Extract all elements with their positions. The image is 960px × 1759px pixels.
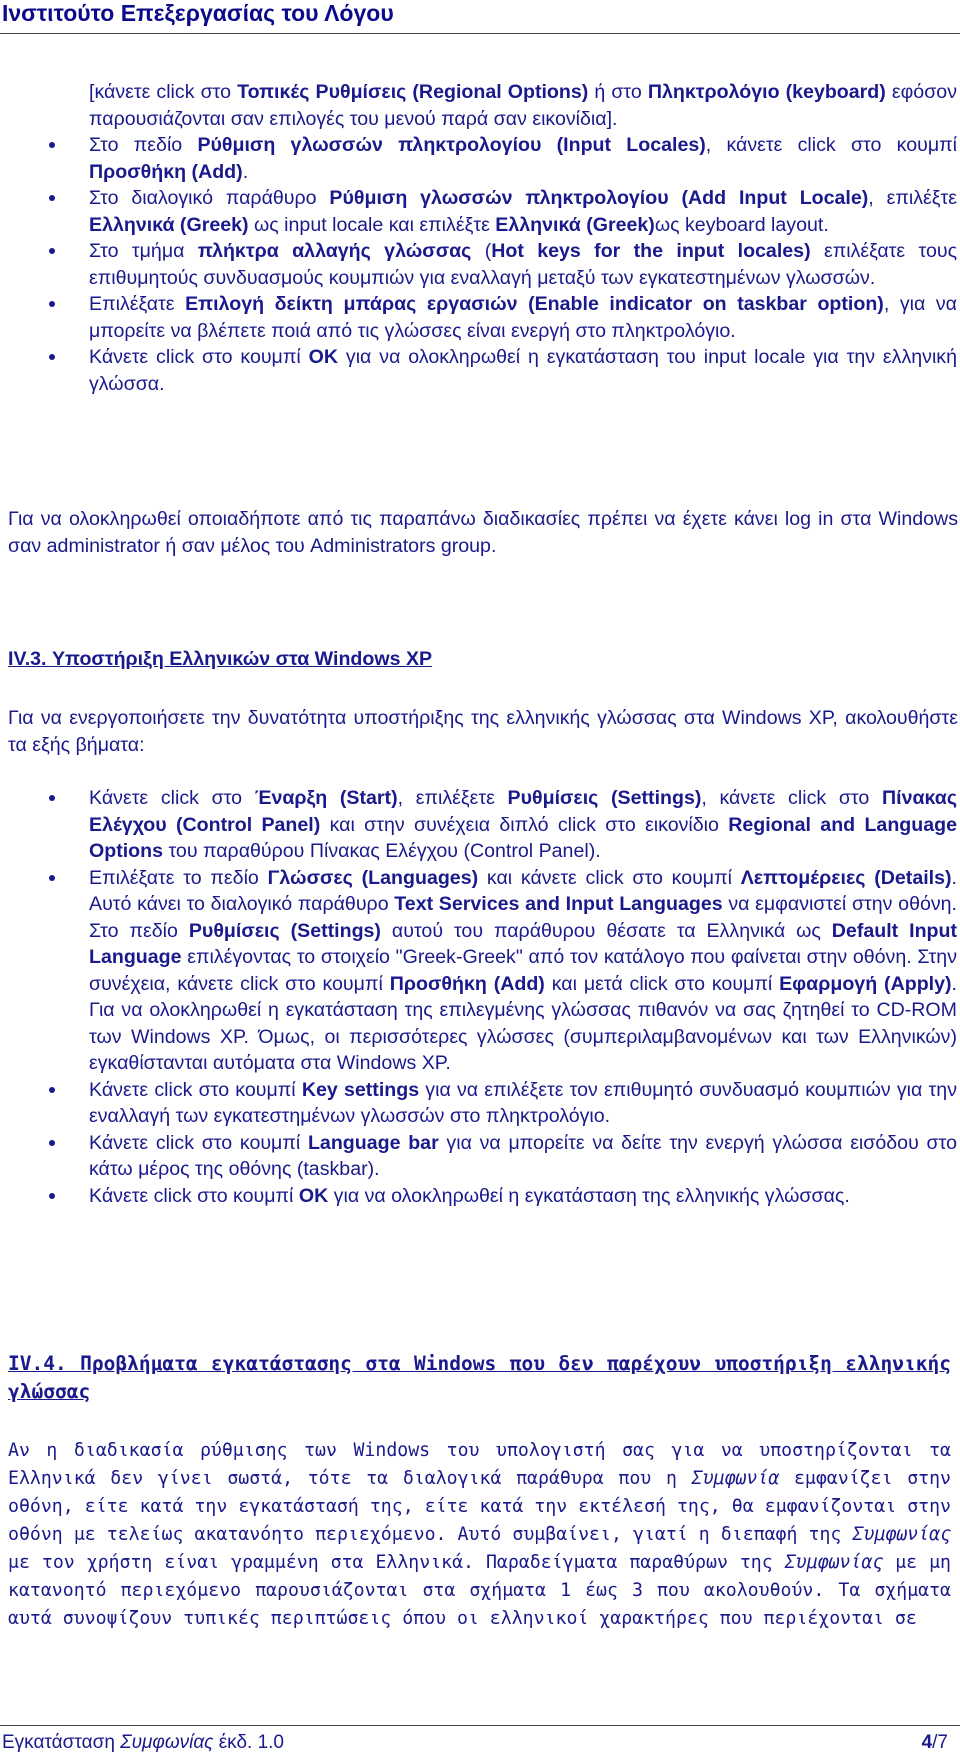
list-item: Κάνετε click στο κουμπί Key settings για να επιλέξετε τον επιθυμητό συνδυασμό κουμπιών για την εναλλαγή των εγκατεστημένων γλωσσών στο πληκτρολόγιο.	[0, 1077, 957, 1130]
section-4-body	[0, 1437, 960, 1633]
bullet-icon	[49, 132, 57, 158]
list-item: Κάνετε click στο κουμπί Language bar για να μπορείτε να δείτε την ενεργή γλώσσα εισόδου στο κάτω μέρος της οθόνης (taskbar).	[0, 1130, 957, 1183]
section-3-bullet-list	[0, 785, 960, 1209]
bullet-icon	[49, 344, 57, 370]
section-3-intro: Για να ενεργοποιήσετε την δυνατότητα υποστήριξης της ελληνικής γλώσσας στα Windows XP, ακολουθήστε τα εξής βήματα:	[8, 707, 958, 756]
list-item: Στο πεδίο Ρύθμιση γλωσσών πληκτρολογίου (Input Locales), κάνετε click στο κουμπί Προσθήκη (Add).	[0, 132, 957, 185]
bullet-icon	[49, 1130, 57, 1156]
bullet-icon	[49, 238, 57, 264]
header-title: Ινστιτούτο Επεξεργασίας του Λόγου	[2, 0, 394, 26]
admin-note: Για να ολοκληρωθεί οποιαδήποτε από τις παραπάνω διαδικασίες πρέπει να έχετε κάνει log in στα Windows σαν administrator ή σαν μέλος του Administrators group.	[8, 508, 958, 557]
list-item: Στο τμήμα πλήκτρα αλλαγής γλώσσας (Hot keys for the input locales) επιλέξατε τους επιθυμητούς συνδυασμούς κουμπιών για εναλλαγή μεταξύ των εγκατεστημένων γλωσσών.	[0, 238, 957, 291]
section-3-heading: IV.3. Υποστήριξη Ελληνικών στα Windows XP	[8, 648, 433, 670]
page-footer	[0, 1725, 960, 1759]
bullet-icon	[49, 185, 57, 211]
bullet-icon	[49, 1077, 57, 1103]
list-continuation: [κάνετε click στο Τοπικές Ρυθμίσεις (Regional Options) ή στο Πληκτρολόγιο (keyboard) εφόσον παρουσιάζονται σαν επιλογές του μενού παρά σαν εικονίδια].	[89, 81, 957, 130]
footer-document-title: Εγκατάσταση Συμφωνίας έκδ. 1.0	[2, 1732, 284, 1753]
bullet-icon	[49, 1183, 57, 1209]
bullet-icon	[49, 785, 57, 811]
page-number: 4/7	[921, 1732, 948, 1753]
list-item: Κάνετε click στο κουμπί ΟΚ για να ολοκληρωθεί η εγκατάσταση του input locale για την ελληνική γλώσσα.	[0, 344, 957, 397]
page-header	[0, 0, 960, 34]
list-item: Επιλέξατε Επιλογή δείκτη μπάρας εργασιών (Enable indicator on taskbar option), για να μπορείτε να βλέπετε ποιά από τις γλώσσες είναι ενεργή στο πληκτρολόγιο.	[0, 291, 957, 344]
section-4-paragraph: Αν η διαδικασία ρύθμισης των Windows του υπολογιστή σας για να υποστηρίζονται τα Ελληνικά δεν γίνει σωστά, τότε τα διαλογικά παράθυρα που η Συμφωνία εμφανίζει στην οθόνη, είτε κατά την εγκατάστασή της, είτε κατά την εκτέλεσή της, θα εμφανίζονται στην οθόνη με τελείως ακατανόητο περιεχόμενο. Αυτό συμβαίνει, γιατί η διεπαφή της Συμφωνίας με τον χρήστη είναι γραμμένη στα Ελληνικά. Παραδείγματα παραθύρων της Συμφωνίας με μη κατανοητό περιεχόμενο παρουσιάζονται στα σχήματα 1 έως 3 που ακολουθούν. Τα σχήματα αυτά συνοψίζουν τυπικές περιπτώσεις όπου οι ελληνικοί χαρακτήρες που περιέχονται σε	[8, 1440, 951, 1629]
list-item: Στο διαλογικό παράθυρο Ρύθμιση γλωσσών πληκτρολογίου (Add Input Locale), επιλέξτε Ελληνικά (Greek) ως input locale και επιλέξτε Ελληνικά (Greek)ως keyboard layout.	[0, 185, 957, 238]
bullet-icon	[49, 291, 57, 317]
list-item: Επιλέξατε το πεδίο Γλώσσες (Languages) και κάνετε click στο κουμπί Λεπτομέρειες (Details). Αυτό κάνει το διαλογικό παράθυρο Text Services and Input Languages να εμφανιστεί στην οθόνη. Στο πεδίο Ρυθμίσεις (Settings) αυτού του παράθυρου θέσατε τα Ελληνικά ως Default Input Language επιλέγοντας το στοιχείο "Greek-Greek" από τον κατάλογο που φαίνεται στην οθόνη. Στην συνέχεια, κάνετε click στο κουμπί Προσθήκη (Add) και μετά click στο κουμπί Εφαρμογή (Apply). Για να ολοκληρωθεί η εγκατάσταση της επιλεγμένης γλώσσας πιθανόν να σας ζητηθεί το CD-ROM των Windows XP. Όμως, οι περισσότερες γλώσσες (συμπεριλαμβανομένων και των Ελληνικών) εγκαθίστανται αυτόματα στα Windows XP.	[0, 865, 957, 1077]
bullet-icon	[49, 865, 57, 891]
top-bullet-list	[0, 79, 960, 397]
section-4-heading: IV.4. Προβλήματα εγκατάστασης στα Windows που δεν παρέχουν υποστήριξη ελληνικής γλώσσας	[8, 1352, 951, 1403]
list-item: Κάνετε click στο κουμπί ΟΚ για να ολοκληρωθεί η εγκατάσταση της ελληνικής γλώσσας.	[0, 1183, 957, 1210]
list-item: Κάνετε click στο Έναρξη (Start), επιλέξετε Ρυθμίσεις (Settings), κάνετε click στο Πίνακας Ελέγχου (Control Panel) και στην συνέχεια διπλό click στο εικονίδιο Regional and Language Options του παραθύρου Πίνακας Ελέγχου (Control Panel).	[0, 785, 957, 865]
